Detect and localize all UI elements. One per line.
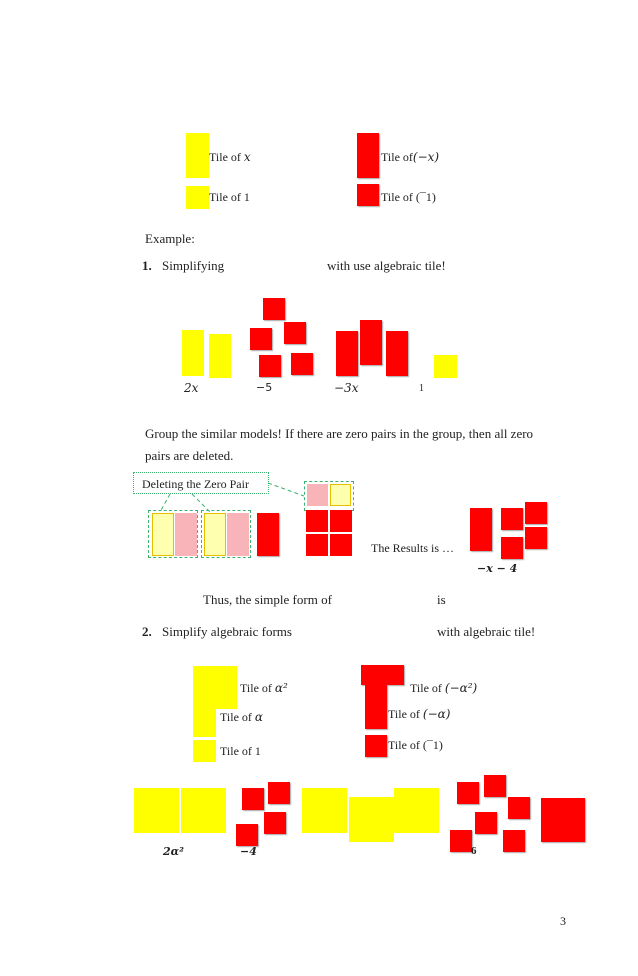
neg-one-tile bbox=[330, 534, 352, 556]
neg-x-tile bbox=[227, 513, 249, 556]
neg-one-tile bbox=[291, 353, 313, 375]
neg-x-tile bbox=[175, 513, 197, 556]
minus-three-x-label: −3x bbox=[334, 381, 359, 395]
step2-text-left: Simplify algebraic forms bbox=[162, 624, 292, 639]
neg-one-tile bbox=[508, 797, 530, 819]
neg-one-tile bbox=[268, 782, 290, 804]
neg-one-tile bbox=[501, 508, 523, 530]
neg-x-tile-label: Tile of(−x) bbox=[381, 150, 440, 164]
neg-one-tile bbox=[306, 534, 328, 556]
x-tile-label: Tile of x bbox=[209, 150, 251, 164]
alpha-squared-tile bbox=[193, 666, 237, 709]
page-number: 3 bbox=[560, 914, 566, 928]
neg-x-tile bbox=[386, 331, 408, 376]
alpha-squared-tile bbox=[181, 788, 226, 833]
zero-pair-callout: Deleting the Zero Pair bbox=[133, 472, 269, 494]
one-tile-label: Tile of 1 bbox=[220, 744, 261, 758]
thus-text-right: is bbox=[437, 592, 446, 607]
neg-x-tile bbox=[336, 331, 358, 376]
step1-number: 1. bbox=[142, 258, 152, 273]
neg-one-tile bbox=[475, 812, 497, 834]
result-expression: −x − 4 bbox=[477, 562, 518, 575]
neg-one-tile bbox=[365, 735, 387, 757]
example-label: Example: bbox=[145, 231, 195, 246]
one-tile bbox=[193, 740, 216, 762]
neg-x-tile bbox=[360, 320, 382, 365]
neg-one-tile bbox=[307, 484, 328, 506]
neg-one-tile bbox=[284, 322, 306, 344]
one-label: 1 bbox=[419, 383, 424, 394]
alpha-squared-tile bbox=[349, 797, 394, 842]
neg-one-tile bbox=[250, 328, 272, 350]
neg-alpha-tile-label: Tile of (−α) bbox=[388, 707, 451, 721]
neg-one-tile-label: Tile of (¯1) bbox=[388, 738, 443, 752]
x-tile bbox=[209, 334, 231, 378]
neg-one-tile-label: Tile of (¯1) bbox=[381, 190, 436, 204]
neg-one-tile bbox=[357, 184, 379, 206]
alpha-squared-tile bbox=[394, 788, 439, 833]
neg-one-tile bbox=[501, 537, 523, 559]
group-text-line2: pairs are deleted. bbox=[145, 448, 234, 463]
group-text-line1: Group the similar models! If there are zero pairs in the group, then all zero bbox=[145, 426, 534, 441]
neg-alpha-squared-tile bbox=[541, 798, 585, 842]
neg-one-tile bbox=[457, 782, 479, 804]
x-tile bbox=[152, 513, 174, 556]
alpha-squared-tile bbox=[302, 788, 347, 833]
minus-five-label: −5 bbox=[256, 381, 273, 394]
thus-text-left: Thus, the simple form of bbox=[203, 592, 332, 607]
neg-one-tile bbox=[259, 355, 281, 377]
neg-one-tile bbox=[503, 830, 525, 852]
neg-one-tile bbox=[306, 510, 328, 532]
step2-number: 2. bbox=[142, 624, 152, 639]
six-label: 6 bbox=[471, 845, 477, 857]
x-tile bbox=[186, 133, 209, 178]
neg-one-tile bbox=[450, 830, 472, 852]
alpha-squared-tile bbox=[134, 788, 179, 833]
neg-one-tile bbox=[330, 510, 352, 532]
step2-text-right: with algebraic tile! bbox=[437, 624, 536, 639]
one-tile bbox=[186, 186, 209, 209]
neg-alpha-squared-tile-label: Tile of (−α²) bbox=[410, 681, 478, 695]
neg-x-tile bbox=[470, 508, 492, 551]
step1-text-left: Simplifying bbox=[162, 258, 225, 273]
one-tile bbox=[330, 484, 351, 506]
alpha-squared-tile-label: Tile of α² bbox=[240, 681, 288, 695]
neg-one-tile bbox=[525, 502, 547, 524]
neg-one-tile bbox=[242, 788, 264, 810]
two-x-label: 2x bbox=[184, 381, 199, 395]
step1-text-right: with use algebraic tile! bbox=[327, 258, 446, 273]
neg-one-tile bbox=[263, 298, 285, 320]
one-tile-label: Tile of 1 bbox=[209, 190, 250, 204]
neg-one-tile bbox=[525, 527, 547, 549]
neg-x-tile bbox=[357, 133, 379, 178]
x-tile bbox=[204, 513, 226, 556]
neg-x-tile bbox=[257, 513, 279, 556]
neg-one-tile bbox=[484, 775, 506, 797]
x-tile bbox=[182, 330, 204, 376]
minus-four-label: −4 bbox=[240, 845, 257, 858]
alpha-tile bbox=[193, 709, 216, 737]
neg-alpha-squared-tile bbox=[361, 665, 404, 685]
two-alpha-squared-label: 2α² bbox=[163, 845, 184, 858]
neg-one-tile bbox=[236, 824, 258, 846]
result-label: The Results is … bbox=[371, 541, 454, 555]
alpha-tile-label: Tile of α bbox=[220, 710, 264, 724]
neg-one-tile bbox=[264, 812, 286, 834]
neg-alpha-tile bbox=[365, 685, 387, 729]
one-tile bbox=[434, 355, 457, 378]
